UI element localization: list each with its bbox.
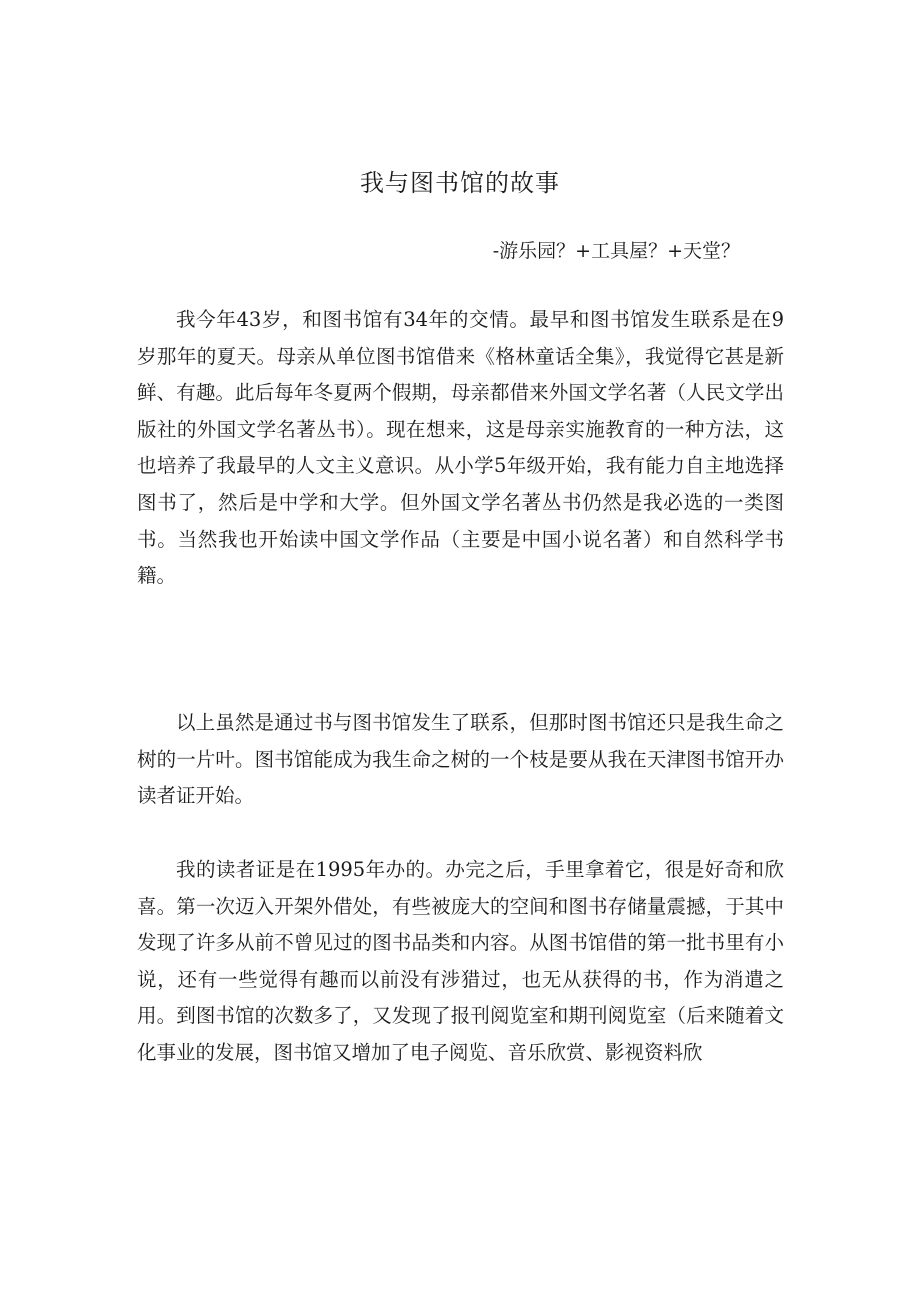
page-title: 我与图书馆的故事 bbox=[360, 169, 560, 197]
paragraph-1: 我今年43岁，和图书馆有34年的交情。最早和图书馆发生联系是在9岁那年的夏天。母亲从单位图书馆借来《格林童话全集》，我觉得它甚是新鲜、有趣。此后每年冬夏两个假期，母亲都借来外国文学名著（人民文学出版社的外国文学名著丛书）。现在想来，这是母亲实施教育的一种方法，这也培养了我最早的人文主义意识。从小学5年级开始，我有能力自主地选择图书了，然后是中学和大学。但外国文学名著丛书仍然是我必选的一类图书。当然我也开始读中国文学作品（主要是中国小说名著）和自然科学书籍。 bbox=[137, 308, 784, 588]
paragraph-2: 以上虽然是通过书与图书馆发生了联系，但那时图书馆还只是我生命之树的一片叶。图书馆能成为我生命之树的一个枝是要从我在天津图书馆开办读者证开始。 bbox=[137, 711, 784, 808]
paragraph-3: 我的读者证是在1995年办的。办完之后，手里拿着它，很是好奇和欣喜。第一次迈入开架外借处，有些被庞大的空间和图书存储量震撼，于其中发现了许多从前不曾见过的图书品类和内容。从图书馆借的第一批书里有小说，还有一些觉得有趣而以前没有涉猎过，也无从获得的书，作为消遣之用。到图书馆的次数多了，又发现了报刊阅览室和期刊阅览室（后来随着文化事业的发展，图书馆又增加了电子阅览、音乐欣赏、影视资料欣 bbox=[137, 858, 784, 1064]
page-subtitle: -游乐园？+工具屋？+天堂？ bbox=[492, 240, 740, 262]
